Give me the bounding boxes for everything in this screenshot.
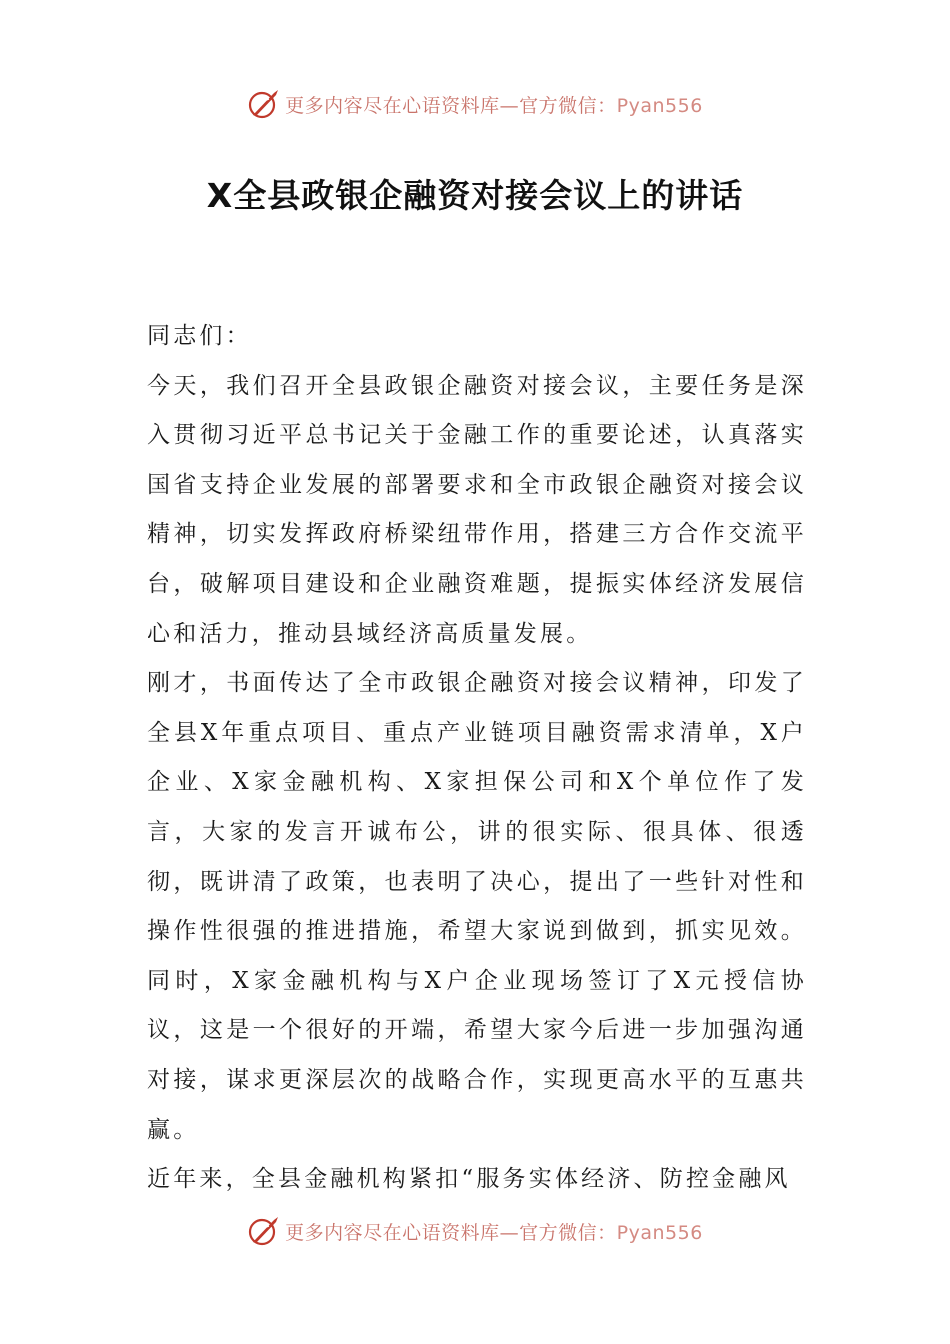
salutation: 同志们： [147,323,252,349]
paragraph-2: 刚才，书面传达了全市政银企融资对接会议精神，印发了全县X年重点项目、重点产业链项目融资需求清单，X户企业、X家金融机构、X家担保公司和X个单位作了发言，大家的发言开诚布公，讲的很实际、很具体、很透彻，既讲清了政策，也表明了决心，提出了一些针对性和操作性很强的推进措施，希望大家说到做到，抓实见效。同时，X家金融机构与X户企业现场签订了X元授信协议，这是一个很好的开端，希望大家今后进一步加强沟通对接，谋求更深层次的战略合作，实现更高水平的互惠共赢。 [147,670,807,1143]
document-body [147,312,807,1205]
quill-logo-icon [247,1214,281,1248]
watermark-footer [0,1209,950,1253]
paragraph-3: 近年来，全县金融机构紧扣“服务实体经济、防控金融风 [147,1166,791,1193]
quill-logo-icon [247,87,281,121]
document-title: X全县政银企融资对接会议上的讲话 [206,176,744,215]
watermark-text: 更多内容尽在心语资料库—官方微信：Pyan556 [285,1221,703,1244]
paragraph-1: 今天，我们召开全县政银企融资对接会议，主要任务是深入贯彻习近平总书记关于金融工作的重要论述，认真落实国省支持企业发展的部署要求和全市政银企融资对接会议精神，切实发挥政府桥梁纽带作用，搭建三方合作交流平台，破解项目建设和企业融资难题，提振实体经济发展信心和活力，推动县域经济高质量发展。 [147,372,807,647]
watermark-header [0,82,950,126]
watermark-text: 更多内容尽在心语资料库—官方微信：Pyan556 [285,94,703,117]
